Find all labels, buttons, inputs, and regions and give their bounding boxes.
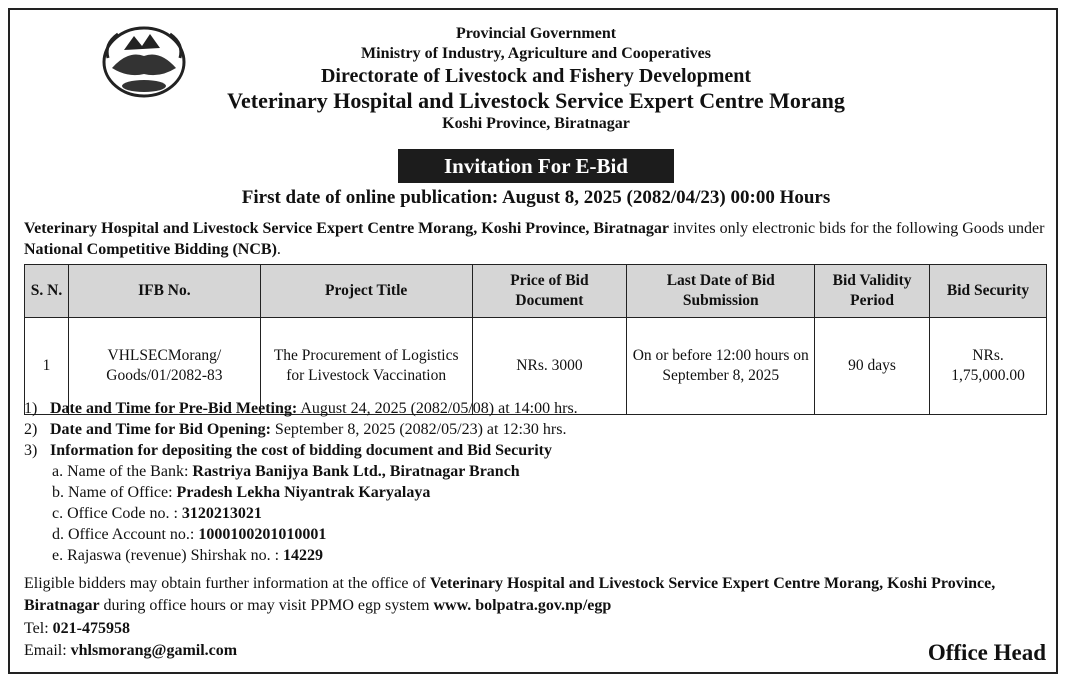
header-validity: Bid Validity Period bbox=[815, 265, 930, 318]
cell-sn: 1 bbox=[25, 318, 69, 415]
header-location: Koshi Province, Biratnagar bbox=[442, 115, 630, 132]
cell-validity: 90 days bbox=[815, 318, 930, 415]
intro-text-a: invites only electronic bids for the following Goods under bbox=[668, 220, 1045, 237]
header-project-title: Project Title bbox=[260, 265, 472, 318]
footer-org: Veterinary Hospital and Livestock Service Expert Centre Morang, Koshi Province, Biratnagar bbox=[24, 575, 996, 614]
note-bank-name: a. Name of the Bank: Rastriya Banijya Bank Ltd., Biratnagar Branch bbox=[52, 463, 520, 480]
cell-project-title: The Procurement of Logistics for Livestock Vaccination bbox=[260, 318, 472, 415]
note-revenue-heading: e. Rajaswa (revenue) Shirshak no. : 14229 bbox=[52, 547, 324, 564]
note-bid-opening: 2) Date and Time for Bid Opening: September 8, 2025 (2082/05/23) at 12:30 hrs. bbox=[24, 421, 567, 438]
header-security: Bid Security bbox=[930, 265, 1047, 318]
header-ministry: Ministry of Industry, Agriculture and Cooperatives bbox=[361, 45, 711, 62]
intro-org: Veterinary Hospital and Livestock Service Expert Centre Morang, Koshi Province, Biratnagar bbox=[24, 220, 669, 237]
bid-table bbox=[24, 264, 1047, 415]
header-directorate: Directorate of Livestock and Fishery Development bbox=[320, 65, 752, 87]
note-account-no: d. Office Account no.: 1000100201010001 bbox=[52, 526, 327, 543]
notes-list bbox=[24, 398, 1054, 566]
email-line: Email: vhlsmorang@gamil.com bbox=[24, 642, 238, 659]
intro-paragraph bbox=[24, 218, 1054, 260]
header-ifb: IFB No. bbox=[68, 265, 260, 318]
header-price: Price of Bid Document bbox=[472, 265, 627, 318]
tel-line: Tel: 021-475958 bbox=[24, 620, 130, 637]
intro-text-b: . bbox=[276, 241, 281, 258]
header bbox=[0, 24, 1072, 134]
publication-date: First date of online publication: August 8, 2025 (2082/04/23) 00:00 Hours bbox=[241, 187, 831, 208]
cell-last-date: On or before 12:00 hours on September 8, 2025 bbox=[627, 318, 815, 415]
footer-paragraph: Eligible bidders may obtain further information at the office of Veterinary Hospital and Livestock Service Expert Centre Morang, Koshi Province, Biratnagar during office hours or may visit PPMO egp system www. bolpatra.gov.np/egp bbox=[24, 575, 996, 614]
contact-block bbox=[24, 618, 237, 662]
cell-security: NRs. 1,75,000.00 bbox=[930, 318, 1047, 415]
table-header-row bbox=[25, 265, 1047, 318]
note-pre-bid: 1) Date and Time for Pre-Bid Meeting: August 24, 2025 (2082/05/08) at 14:00 hrs. bbox=[24, 400, 578, 417]
tel-number: 021-475958 bbox=[52, 620, 130, 637]
email-address[interactable]: vhlsmorang@gamil.com bbox=[70, 642, 238, 659]
header-office: Veterinary Hospital and Livestock Service Expert Centre Morang bbox=[227, 88, 845, 113]
note-office-code: c. Office Code no. : 3120213021 bbox=[52, 505, 262, 522]
header-government: Provincial Government bbox=[455, 25, 617, 42]
header-last-date: Last Date of Bid Submission bbox=[627, 265, 815, 318]
footer-url[interactable]: www. bolpatra.gov.np/egp bbox=[433, 596, 612, 614]
note-office-name: b. Name of Office: Pradesh Lekha Niyantrak Karyalaya bbox=[52, 484, 431, 501]
header-sn: S. N. bbox=[25, 265, 69, 318]
signatory: Office Head bbox=[927, 640, 1046, 665]
cell-ifb: VHLSECMorang/ Goods/01/2082-83 bbox=[68, 318, 260, 415]
note-deposit-info: 3) Information for depositing the cost of bidding document and Bid Security bbox=[24, 442, 552, 459]
cell-price: NRs. 3000 bbox=[472, 318, 627, 415]
intro-bidding-type: National Competitive Bidding (NCB) bbox=[24, 241, 277, 258]
notice-title: Invitation For E-Bid bbox=[398, 149, 674, 183]
